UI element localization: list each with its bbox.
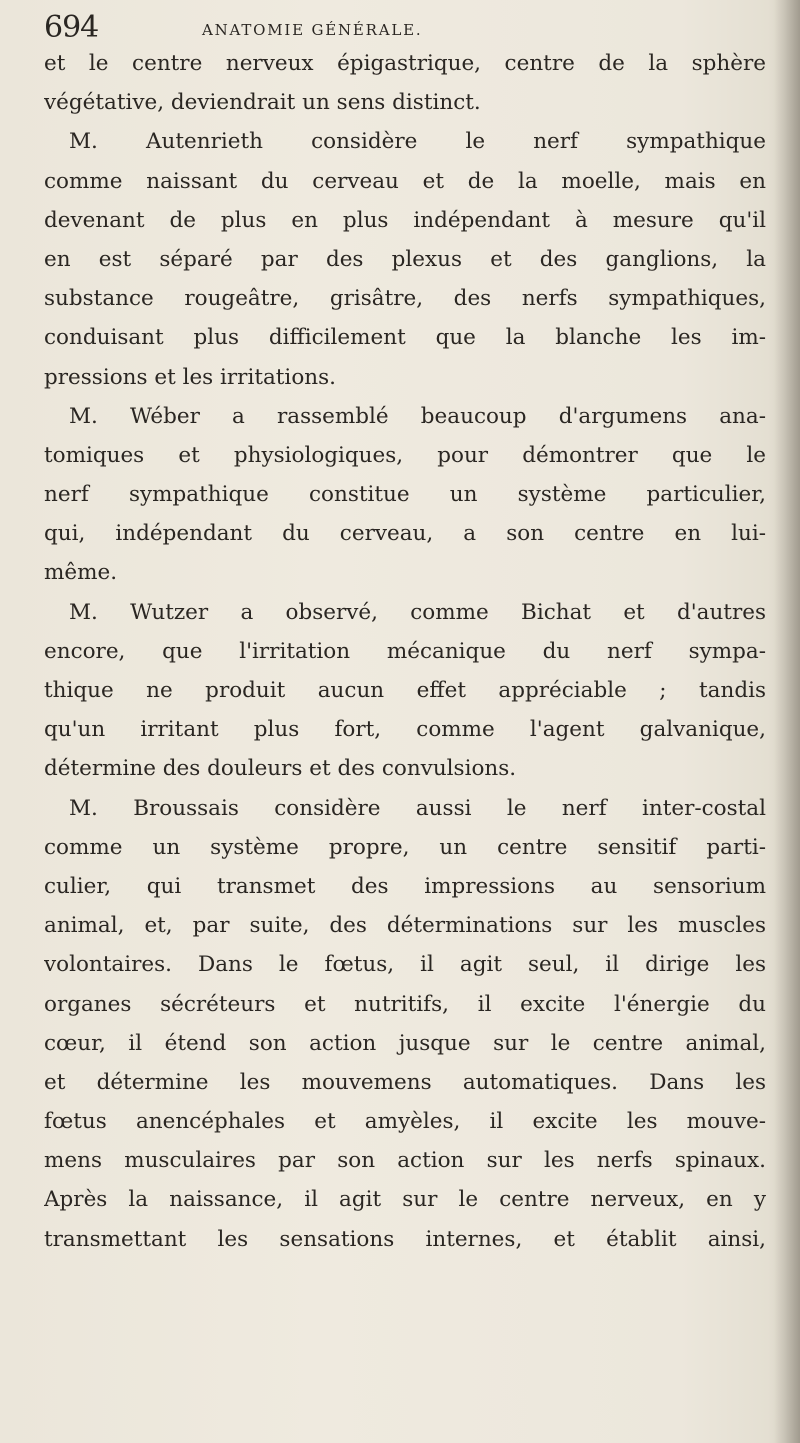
text-line: et détermine les mouvemens automatiques. Dans les — [44, 1069, 766, 1095]
text-line: M. Autenrieth considère le nerf sympathique — [69, 129, 766, 155]
text-line: cœur, il étend son action jusque sur le centre animal, — [44, 1030, 766, 1056]
text-line: organes sécréteurs et nutritifs, il excite l'énergie du — [44, 991, 766, 1017]
text-line: transmettant les sensations internes, et établit ainsi, — [44, 1226, 766, 1252]
text-line: thique ne produit aucun effet appréciable ; tandis — [44, 678, 766, 703]
text-line: qu'un irritant plus fort, comme l'agent galvanique, — [44, 717, 766, 743]
text-line: encore, que l'irritation mécanique du nerf sympa- — [44, 638, 766, 664]
text-line: fœtus anencéphales et amyèles, il excite les mouve- — [44, 1109, 766, 1135]
text-line: conduisant plus difficilement que la blanche les im- — [44, 325, 766, 351]
text-line: nerf sympathique constitue un système particulier, — [44, 482, 766, 508]
page-number: 694 — [44, 10, 99, 45]
text-line: tomiques et physiologiques, pour démontrer que le — [44, 442, 766, 468]
text-line: M. Broussais considère aussi le nerf inter-costal — [69, 795, 766, 821]
text-line: mens musculaires par son action sur les nerfs spinaux. — [44, 1148, 766, 1174]
text-line: M. Wéber a rassemblé beaucoup d'argumens ana- — [69, 403, 766, 429]
text-line: comme naissant du cerveau et de la moelle, mais en — [44, 168, 766, 194]
body-text — [44, 44, 766, 1259]
text-line: comme un système propre, un centre sensitif parti- — [44, 834, 766, 860]
text-line: M. Wutzer a observé, comme Bichat et d'autres — [69, 599, 766, 625]
text-line: pressions et les irritations. — [44, 364, 336, 390]
text-line: qui, indépendant du cerveau, a son centre en lui- — [44, 521, 766, 547]
text-line: animal, et, par suite, des déterminations sur les muscles — [44, 913, 766, 939]
page-edge-shadow — [774, 0, 800, 1443]
text-line: et le centre nerveux épigastrique, centre de la sphère — [44, 51, 766, 76]
text-line: substance rougeâtre, grisâtre, des nerfs sympathiques, — [44, 286, 766, 312]
text-line: détermine des douleurs et des convulsions. — [44, 756, 517, 782]
running-title: ANATOMIE GÉNÉRALE. — [202, 21, 423, 39]
text-line: Après la naissance, il agit sur le centre nerveux, en y — [44, 1187, 766, 1213]
text-line: végétative, deviendrait un sens distinct. — [44, 90, 481, 116]
text-line: volontaires. Dans le fœtus, il agit seul, il dirige les — [44, 952, 766, 978]
text-line: culier, qui transmet des impressions au sensorium — [44, 873, 766, 899]
text-line: en est séparé par des plexus et des ganglions, la — [44, 246, 766, 272]
text-line: devenant de plus en plus indépendant à mesure qu'il — [44, 207, 766, 233]
text-line: même. — [44, 560, 118, 586]
